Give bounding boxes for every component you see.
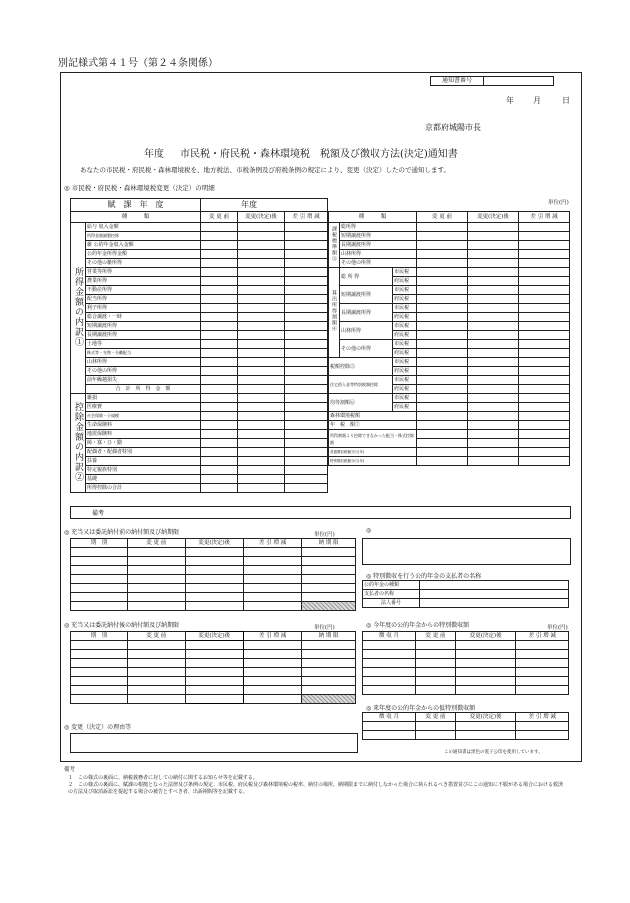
col-period: 期 別 <box>71 539 128 548</box>
tax-type: 府民税 <box>393 403 417 412</box>
deduction-row: 特定親族特別 <box>86 466 201 475</box>
income-row: 農業所得 <box>86 277 201 286</box>
tax-base-row: 山林所得 <box>340 250 417 259</box>
income-row: 短期譲渡所得 <box>86 322 201 331</box>
tax-base-label: 課税標準額③ <box>331 225 337 262</box>
section-1-title: ◎ 市民税・府民税・森林環境税変更（決定）の明細 <box>64 184 215 192</box>
tax-type: 府民税 <box>393 313 417 322</box>
reason-box[interactable] <box>70 733 358 753</box>
income-row: 山林所得 <box>86 358 201 367</box>
detail-right-table <box>328 211 570 466</box>
tax-base-row: 総所得 <box>340 223 417 232</box>
deduction-row: 地震保険料 <box>86 430 201 439</box>
tax-type: 市民税 <box>393 268 417 277</box>
deduction-row: 雑損 <box>86 394 201 403</box>
page-title: 市民税・府民税・森林環境税 税額及び徴収方法(決定)通知書 <box>180 149 458 160</box>
calc-row: 山林所得 <box>340 322 393 340</box>
col-after: 変更(決定)後 <box>238 212 285 223</box>
income-row: 不動産所得 <box>86 286 201 295</box>
tax-year-value: 年度 <box>201 199 328 212</box>
intro-text: あなたの市民税・府民税・森林環境税を、地方税法、市税条例及び府税条例の規定により、変更（決定）したので通知します。 <box>80 166 450 174</box>
col-before: 変 更 前 <box>128 632 185 641</box>
col-period: 期 別 <box>71 632 128 641</box>
income-row: 給与 収入金額 <box>86 223 201 232</box>
seal-note: この通知書は黒色の電子公印を使用しています。 <box>444 750 543 755</box>
col-type-right: 種 類 <box>329 212 417 223</box>
tax-type: 府民税 <box>393 295 417 304</box>
deduction-row: 障・寡・ひ・勤 <box>86 439 201 448</box>
form-number: 別記様式第４１号（第２４条関係） <box>58 58 218 69</box>
col-type: 種 類 <box>71 212 201 223</box>
payer-name-label: 支払者の名称 <box>363 590 420 599</box>
tax-base-row: その他の所得 <box>340 259 417 268</box>
this-year-pension-table <box>362 631 569 695</box>
corp-number-label: 法人番号 <box>363 599 420 608</box>
tax-type: 市民税 <box>393 286 417 295</box>
unit-label-2: 単位(円) <box>314 532 335 538</box>
income-row: 雑 公的年金収入金額 <box>86 241 201 250</box>
calc-income-tax-label: 算出所得割額④ <box>331 290 337 332</box>
col-before: 変 更 前 <box>201 212 238 223</box>
unit-label: 単位(円) <box>548 200 569 206</box>
next-year-pension-title: ◎ 来年度の公的年金からの仮特別徴収額 <box>366 705 476 712</box>
notice-number-table <box>430 76 554 86</box>
col-diff: 差 引 増 減 <box>285 212 328 223</box>
section-3-title: ◎ 充当又は委託納付後の納付額及び納期限 <box>64 622 180 629</box>
deduction-row: 基礎 <box>86 475 201 484</box>
tax-year-label: 賦 課 年 度 <box>71 199 201 212</box>
col-diff: 差 引 増 減 <box>516 632 569 641</box>
free-box <box>362 538 571 565</box>
tax-base-row: 短期譲渡所得 <box>340 232 417 241</box>
deduction-row: 医療費 <box>86 403 201 412</box>
income-row: 配当所得 <box>86 295 201 304</box>
note-2: ２ この様式の裏面に、賦課の根拠となった法律及び条例の規定、市民税、府民税及び森林環境税の税率、納付の場所、納期限までに納付しなかった場合に執られるべき措置並びにこの通知に不服がある場合における救済の方法及び取消訴訟を提起する場合の被告とすべき者、出訴期間等を記載する。 <box>68 782 564 795</box>
housing-loan-label: 住宅借入金等特別税額控除 <box>329 376 393 394</box>
ordinary-collection-label: 普通徴収税額分(当年) <box>329 448 417 457</box>
tax-type: 市民税 <box>393 394 417 403</box>
income-total: 合 計 所 得 金 額 <box>86 385 201 394</box>
notice-number-value[interactable] <box>484 77 554 86</box>
payment-before-table <box>70 538 356 611</box>
col-after: 変更(決定)後 <box>455 713 515 722</box>
income-row: 前年繰越損失 <box>86 376 201 385</box>
income-row: 利子所得 <box>86 304 201 313</box>
tax-type: 市民税 <box>393 304 417 313</box>
special-collection-label: 特別徴収税額分(当年) <box>329 457 417 466</box>
deduction-row: 生命保険料 <box>86 421 201 430</box>
income-row: 所得金額調整控除 <box>86 232 201 241</box>
notes-title: 備考 <box>64 767 76 773</box>
date-year: 年 <box>506 96 514 105</box>
income-row: その他の所得 <box>86 367 201 376</box>
col-before: 変 更 前 <box>416 713 456 722</box>
date-day: 日 <box>562 96 570 105</box>
tax-type: 府民税 <box>393 367 417 376</box>
col-after: 変更(決定)後 <box>185 632 244 641</box>
unit-label-3: 単位(円) <box>314 625 335 631</box>
tax-type: 府民税 <box>393 331 417 340</box>
annual-tax-label: 年 税 額⑦ <box>329 421 417 430</box>
tax-type: 府民税 <box>393 385 417 394</box>
col-before-right: 変 更 前 <box>417 212 468 223</box>
deduction-row: 社会保険・小規模 <box>86 412 201 421</box>
note-1: １ この様式の裏面に、納税義務者に対しての納付に関するお知らせ等を記載する。 <box>68 775 258 781</box>
deduction-row: 扶養 <box>86 457 201 466</box>
tax-type: 市民税 <box>393 340 417 349</box>
deduction-row: 配偶者・配偶者特別 <box>86 448 201 457</box>
title-year: 年度 <box>144 149 164 160</box>
col-diff-right: 差 引 増 減 <box>519 212 570 223</box>
remarks-label: 備考 <box>92 510 105 517</box>
deduction-breakdown-label: 控除金額の内訳② <box>73 401 83 482</box>
income-row: 営業等所得 <box>86 268 201 277</box>
pension-payer-table <box>362 580 569 608</box>
col-after-right: 変更(決定)後 <box>468 212 519 223</box>
col-due-date: 納 期 限 <box>302 632 356 641</box>
col-after: 変更(決定)後 <box>185 539 244 548</box>
this-year-pension-title: ◎ 今年度の公的年金からの特別徴収額 <box>366 622 470 629</box>
tax-type: 市民税 <box>393 376 417 385</box>
remarks-box <box>70 506 571 519</box>
next-year-pension-table <box>362 712 569 740</box>
payment-after-table <box>70 631 356 704</box>
tax-type: 府民税 <box>393 349 417 358</box>
section-2-title: ◎ 充当又は委託納付前の納付額及び納期限 <box>64 529 180 536</box>
section-mark: ◎ <box>366 527 372 534</box>
tax-type: 市民税 <box>393 358 417 367</box>
col-after: 変更(決定)後 <box>455 632 515 641</box>
col-diff: 差 引 増 減 <box>244 539 302 548</box>
col-diff: 差 引 増 減 <box>516 713 569 722</box>
per-capita-label: 均等割額⑥ <box>329 394 393 412</box>
tax-type: 市民税 <box>393 322 417 331</box>
col-diff: 差 引 増 減 <box>244 632 302 641</box>
income-row: 公的年金所得金額 <box>86 250 201 259</box>
income-row: 総合譲渡・一時 <box>86 313 201 322</box>
deduction-row: 所得控除の合計 <box>86 484 201 493</box>
tax-base-row: 長期譲渡所得 <box>340 241 417 250</box>
income-row: その他の雑所得 <box>86 259 201 268</box>
reason-title: ◎ 変更（決定）の理由等 <box>64 724 132 731</box>
calc-row: 総 所 得 <box>340 268 393 286</box>
calc-row: 短期譲渡所得 <box>340 286 393 304</box>
col-before: 変 更 前 <box>416 632 456 641</box>
income-row: 株式等・先物・分離配当 <box>86 349 201 358</box>
calc-row: 長期譲渡所得 <box>340 304 393 322</box>
col-before: 変 更 前 <box>128 539 185 548</box>
date-month: 月 <box>533 96 541 105</box>
notice-number-label: 通知書番号 <box>431 77 484 86</box>
income-row: 土地等 <box>86 340 201 349</box>
col-month: 徴 収 月 <box>363 632 416 641</box>
col-month: 徴 収 月 <box>363 713 416 722</box>
col-due-date: 納 期 限 <box>302 539 356 548</box>
pension-payer-title: ◎ 特別徴収を行う公的年金の支払者の名称 <box>366 573 482 580</box>
pension-type-label: 公的年金の種類 <box>363 581 420 590</box>
forest-tax-label: 森林環境税額 <box>329 412 417 421</box>
issuer: 京都府城陽市長 <box>425 123 481 132</box>
income-breakdown-label: 所得金額の内訳① <box>73 266 83 347</box>
tax-credit-label: 税額控除⑤ <box>329 358 393 376</box>
calc-row: その他の所得 <box>340 340 393 358</box>
income-row: 長期譲渡所得 <box>86 331 201 340</box>
tax-type: 府民税 <box>393 277 417 286</box>
detail-left-table <box>70 198 328 493</box>
dividend-credit-label: 所得割額より控除できなかった配当・株式控除額 <box>329 430 417 448</box>
unit-label-4: 単位(円) <box>547 625 568 631</box>
